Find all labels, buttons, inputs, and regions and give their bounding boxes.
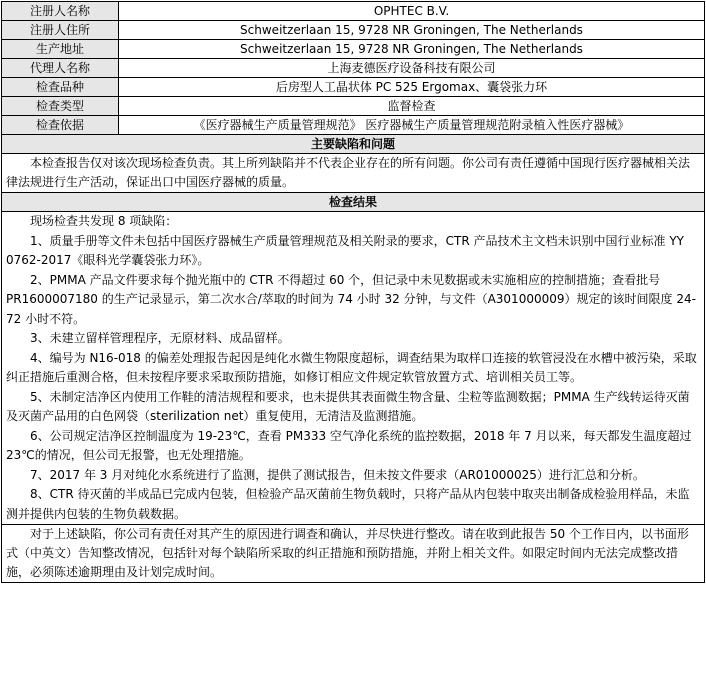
info-value: 上海麦德医疗设备科技有限公司 (119, 59, 705, 78)
info-row (2, 116, 705, 135)
defects-heading: 主要缺陷和问题 (2, 135, 705, 154)
finding-item: 4、编号为 N16-018 的偏差处理报告起因是纯化水微生物限度超标，调查结果为取样口连接的软管浸没在水槽中被污染，采取纠正措施后重测合格，但未按程序要求采取预防措施，如修订相应文件规定软管放置方式、培训相关员工等。 (6, 350, 697, 384)
finding-item: 1、质量手册等文件未包括中国医疗器械生产质量管理规范及相关附录的要求，CTR 产品技术主文档未识别中国行业标准 YY 0762-2017《眼科光学囊袋张力环》。 (6, 233, 684, 267)
info-value: OPHTEC B.V. (119, 2, 705, 21)
info-label: 注册人名称 (2, 2, 119, 21)
findings-intro: 现场检查共发现 8 项缺陷： (30, 214, 178, 228)
info-row (2, 97, 705, 116)
results-heading: 检查结果 (2, 193, 705, 212)
info-label: 检查品种 (2, 78, 119, 97)
finding-item: 3、未建立留样管理程序，无原材料、成品留样。 (30, 331, 290, 345)
conclusion (2, 525, 705, 583)
info-row (2, 2, 705, 21)
finding-item: 2、PMMA 产品文件要求每个抛光瓶中的 CTR 不得超过 60 个，但记录中未见数据或未实施相应的控制措施；查看批号 PR1600007180 的生产记录显示，第二次水合/萃取的时间为 74 小时 32 分钟，与文件（A301000009）规定的该时间限度 24-72 小时不符。 (6, 272, 696, 326)
disclaimer-text: 本检查报告仅对该次现场检查负责。其上所列缺陷并不代表企业存在的所有问题。你公司有责任遵循中国现行医疗器械相关法律法规进行生产活动，保证出口中国医疗器械的质量。 (6, 156, 691, 189)
finding-item: 7、2017 年 3 月对纯化水系统进行了监测，提供了测试报告，但未按文件要求（AR01000025）进行汇总和分析。 (30, 467, 645, 482)
info-label: 检查类型 (2, 97, 119, 116)
info-row (2, 78, 705, 97)
inspection-report-table (1, 1, 705, 583)
info-row (2, 59, 705, 78)
info-value: 后房型人工晶状体 PC 525 Ergomax、囊袋张力环 (119, 78, 705, 97)
info-label: 代理人名称 (2, 59, 119, 78)
findings-list (2, 212, 705, 525)
finding-item: 6、公司规定洁净区控制温度为 19-23℃，查看 PM333 空气净化系统的监控数据，2018 年 7 月以来，每天都发生温度超过 23℃的情况，但公司无报警，也无处理措施。 (6, 428, 692, 462)
info-value: 监督检查 (119, 97, 705, 116)
finding-item: 8、CTR 待灭菌的半成品已完成内包装，但检验产品灭菌前生物负载时，只将产品从内包装中取夹出制备成检验用样品，未监测并提供内包装的生物负载数据。 (6, 487, 690, 521)
finding-item: 5、未制定洁净区内使用工作鞋的清洁规程和要求，也未提供其表面微生物含量、尘粒等监测数据；PMMA 生产线转运待灭菌及灭菌产品用的白色网袋（sterilization net）重复使用，无清洁及监测措施。 (6, 389, 690, 423)
info-value: 《医疗器械生产质量管理规范》 医疗器械生产质量管理规范附录植入性医疗器械》 (119, 116, 705, 135)
info-label: 检查依据 (2, 116, 119, 135)
info-value: Schweitzerlaan 15, 9728 NR Groningen, The Netherlands (119, 21, 705, 40)
info-row (2, 40, 705, 59)
info-value: Schweitzerlaan 15, 9728 NR Groningen, The Netherlands (119, 40, 705, 59)
info-label: 注册人住所 (2, 21, 119, 40)
info-label: 生产地址 (2, 40, 119, 59)
info-row (2, 21, 705, 40)
defects-disclaimer (2, 154, 705, 193)
conclusion-text: 对于上述缺陷，你公司有责任对其产生的原因进行调查和确认，并尽快进行整改。请在收到此报告 50 个工作日内，以书面形式（中英文）告知整改情况，包括针对每个缺陷所采取的纠正措施和预防措施，并附上相关文件。如限定时间内无法完成整改措施，必须陈述逾期理由及计划完成时间。 (6, 527, 689, 579)
